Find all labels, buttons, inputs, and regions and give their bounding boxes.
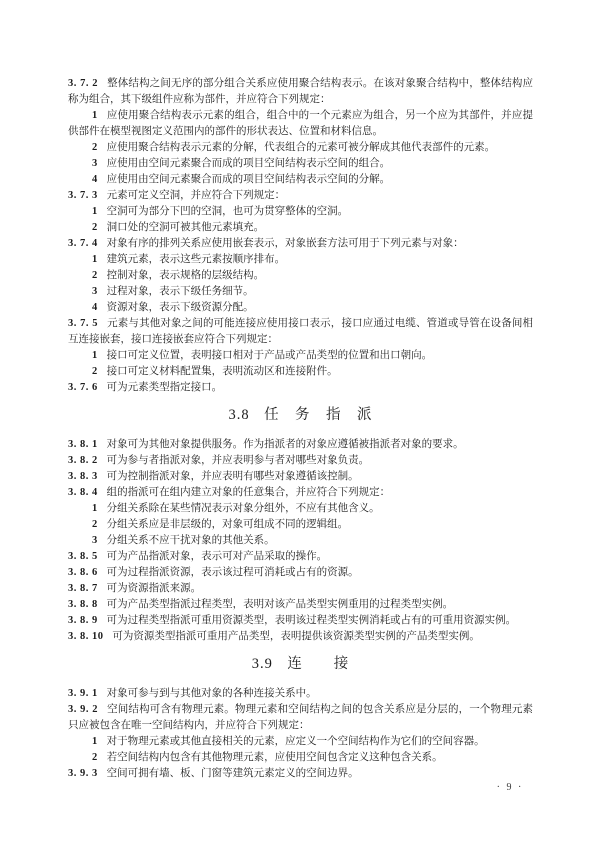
document-content [68, 76, 533, 782]
clause-text: 接口可定义材料配置集，表明流动区和连接附件。 [106, 366, 338, 377]
clause-text: 对象可为其他对象提供服务。作为指派者的对象应遵循被指派者对象的要求。 [106, 439, 464, 450]
clause-text: 组的指派可在组内建立对象的任意集合，并应符合下列规定： [106, 487, 391, 498]
clause-text: 过程对象，表示下级任务细节。 [106, 286, 254, 297]
clause-text: 空间结构可含有物理元素。物理元素和空间结构之间的包含关系应是分层的，一个物理元素只应被包含在唯一空间结构内，并应符合下列规定： [68, 704, 534, 731]
clause-number: 3. 8. 5 [68, 551, 98, 562]
clause-number: 3. 9. 3 [68, 768, 98, 779]
clause-paragraph [68, 597, 533, 613]
clause-number: 3. 7. 6 [68, 382, 98, 393]
clause-text: 控制对象，表示规格的层级结构。 [106, 270, 265, 281]
clause-text: 可为资源类型指派可重用产品类型，表明提供该资源类型实例的产品类型实例。 [112, 631, 480, 642]
clause-paragraph [68, 485, 533, 501]
clause-paragraph [68, 316, 533, 348]
clause-paragraph [68, 565, 533, 581]
clause-text: 空洞可为部分下凹的空洞，也可为贯穿整体的空洞。 [106, 206, 349, 217]
section-heading [68, 405, 533, 425]
clause-text: 元素可定义空洞，并应符合下列规定： [106, 190, 286, 201]
list-item [68, 533, 533, 549]
list-item [68, 204, 533, 220]
clause-number: 4 [92, 302, 98, 313]
clause-text: 整体结构之间无序的部分组合关系应使用聚合结构表示。在该对象聚合结构中，整体结构应称为组合，其下级组件应称为部件，并应符合下列规定： [68, 78, 534, 105]
clause-number: 3. 8. 1 [68, 439, 98, 450]
list-item [68, 268, 533, 284]
clause-text: 可为产品类型指派过程类型，表明对该产品类型实例重用的过程类型实例。 [106, 599, 454, 610]
clause-number: 3. 9. 2 [68, 704, 99, 715]
clause-number: 3. 7. 3 [68, 190, 98, 201]
clause-number: 1 [92, 503, 98, 514]
clause-number: 1 [92, 254, 98, 265]
clause-number: 3. 8. 9 [68, 615, 98, 626]
clause-text: 应使用由空间元素聚合而成的项目空间结构表示空间的组合。 [106, 158, 391, 169]
clause-text: 分组关系不应干扰对象的其他关系。 [106, 535, 275, 546]
clause-number: 1 [92, 110, 98, 121]
clause-number: 3. 7. 5 [68, 318, 99, 329]
clause-paragraph [68, 76, 533, 108]
list-item [68, 220, 533, 236]
clause-number: 3. 8. 4 [68, 487, 98, 498]
list-item [68, 300, 533, 316]
list-item [68, 517, 533, 533]
list-item [68, 156, 533, 172]
clause-text: 可为元素类型指定接口。 [106, 382, 223, 393]
clause-paragraph [68, 702, 533, 734]
clause-number: 3. 7. 2 [68, 78, 99, 89]
list-item [68, 734, 533, 750]
clause-text: 应使用由空间元素聚合而成的项目空间结构表示空间的分解。 [106, 174, 391, 185]
clause-text: 建筑元素，表示这些元素按顺序排布。 [106, 254, 286, 265]
clause-number: 3. 7. 4 [68, 238, 98, 249]
clause-text: 分组关系除在某些情况表示对象分组外，不应有其他含义。 [106, 503, 380, 514]
clause-text: 元素与其他对象之间的可能连接应使用接口表示，接口应通过电缆、管道或导管在设备间相互连接嵌套，接口连接嵌套应符合下列规定： [68, 318, 534, 345]
list-item [68, 252, 533, 268]
clause-text: 可为过程类型指派可重用资源类型，表明该过程类型实例消耗或占有的可重用资源实例。 [106, 615, 517, 626]
clause-paragraph [68, 613, 533, 629]
section-heading [68, 654, 533, 674]
page-number: · 9 · [496, 782, 524, 793]
section-number: 3.8 [228, 407, 250, 423]
clause-number: 3. 8. 7 [68, 583, 98, 594]
clause-text: 对象可参与到与其他对象的各种连接关系中。 [106, 688, 317, 699]
clause-number: 4 [92, 174, 98, 185]
clause-text: 空间可拥有墙、板、门窗等建筑元素定义的空间边界。 [106, 768, 359, 779]
clause-paragraph [68, 629, 533, 645]
clause-number: 2 [92, 142, 98, 153]
section-number: 3.9 [251, 656, 273, 672]
clause-number: 1 [92, 350, 98, 361]
clause-text: 对象有序的排列关系应使用嵌套表示，对象嵌套方法可用于下列元素与对象： [106, 238, 464, 249]
clause-number: 3. 8. 8 [68, 599, 98, 610]
list-item [68, 284, 533, 300]
clause-paragraph [68, 581, 533, 597]
clause-number: 3. 8. 3 [68, 471, 98, 482]
list-item [68, 501, 533, 517]
section-title: 任 务 指 派 [264, 407, 373, 423]
clause-number: 3 [92, 286, 98, 297]
list-item [68, 172, 533, 188]
clause-text: 接口可定义位置，表明接口相对于产品或产品类型的位置和出口朝向。 [106, 350, 433, 361]
clause-number: 3. 9. 1 [68, 688, 98, 699]
clause-text: 若空间结构内包含有其他物理元素，应使用空间包含定义这种包含关系。 [106, 752, 443, 763]
clause-number: 1 [92, 736, 98, 747]
clause-number: 1 [92, 206, 98, 217]
clause-number: 3. 8. 10 [68, 631, 104, 642]
list-item [68, 348, 533, 364]
clause-paragraph [68, 437, 533, 453]
clause-text: 对于物理元素或其他直接相关的元素，应定义一个空间结构作为它们的空间容器。 [106, 736, 485, 747]
clause-text: 可为控制指派对象，并应表明有哪些对象遵循该控制。 [106, 471, 359, 482]
list-item [68, 140, 533, 156]
clause-text: 可为产品指派对象，表示可对产品采取的操作。 [106, 551, 328, 562]
clause-number: 3. 8. 2 [68, 455, 98, 466]
clause-text: 可为过程指派资源，表示该过程可消耗或占有的资源。 [106, 567, 359, 578]
clause-paragraph [68, 453, 533, 469]
clause-number: 3. 8. 6 [68, 567, 98, 578]
clause-text: 洞口处的空洞可被其他元素填充。 [106, 222, 265, 233]
clause-paragraph [68, 469, 533, 485]
clause-number: 3 [92, 158, 98, 169]
clause-paragraph [68, 188, 533, 204]
clause-number: 2 [92, 270, 98, 281]
clause-paragraph [68, 236, 533, 252]
clause-number: 2 [92, 222, 98, 233]
clause-paragraph [68, 766, 533, 782]
clause-text: 可为资源指派来源。 [106, 583, 202, 594]
clause-text: 应使用聚合结构表示元素的组合，组合中的一个元素应为组合，另一个应为其部件，并应提供部件在模型视图定义范围内的部件的形状表达、位置和材料信息。 [68, 110, 533, 137]
clause-paragraph [68, 549, 533, 565]
clause-text: 资源对象，表示下级资源分配。 [106, 302, 254, 313]
list-item [68, 750, 533, 766]
clause-text: 可为参与者指派对象，并应表明参与者对哪些对象负责。 [106, 455, 370, 466]
clause-paragraph [68, 380, 533, 396]
list-item [68, 108, 533, 140]
clause-number: 3 [92, 535, 98, 546]
clause-text: 应使用聚合结构表示元素的分解，代表组合的元素可被分解成其他代表部件的元素。 [106, 142, 496, 153]
clause-number: 2 [92, 752, 98, 763]
list-item [68, 364, 533, 380]
clause-paragraph [68, 686, 533, 702]
clause-text: 分组关系应是非层级的，对象可组成不同的逻辑组。 [106, 519, 349, 530]
clause-number: 2 [92, 366, 98, 377]
clause-number: 2 [92, 519, 98, 530]
section-title: 连 接 [287, 656, 350, 672]
